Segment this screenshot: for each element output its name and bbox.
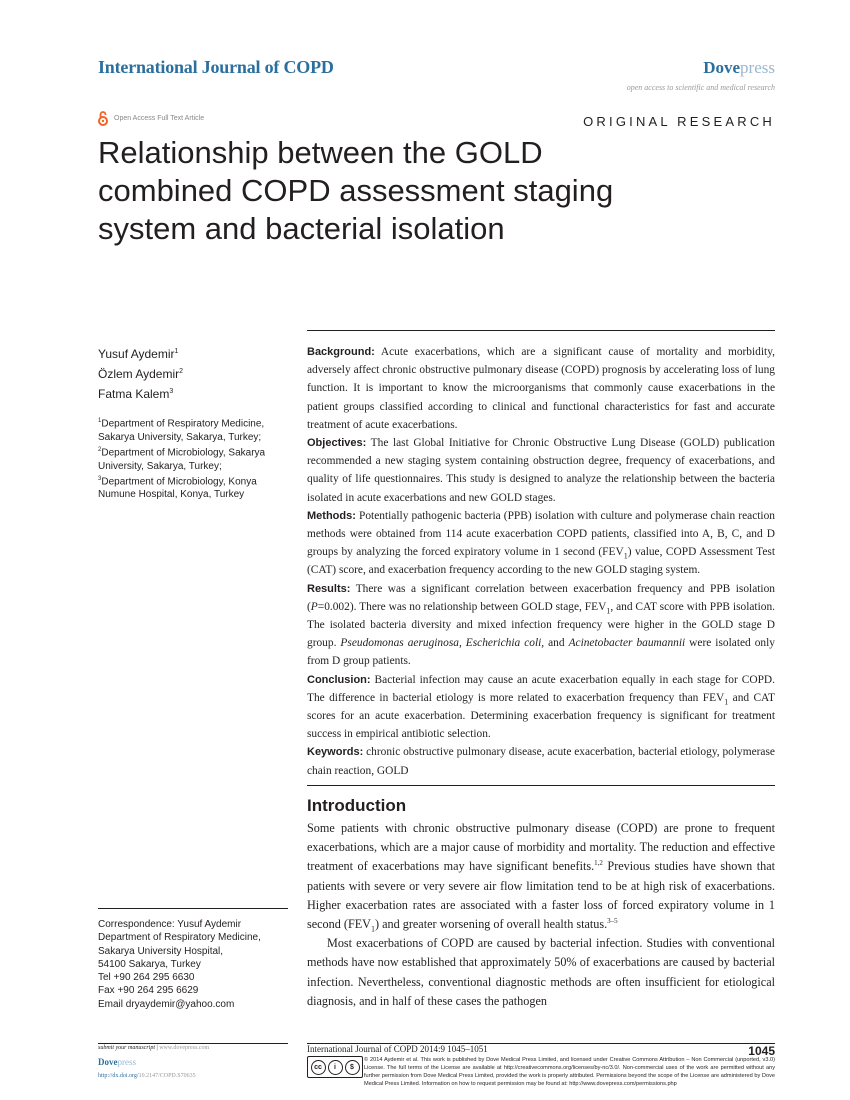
- introduction-rule: [307, 785, 775, 786]
- cc-icon: cc: [311, 1060, 326, 1075]
- article-title: Relationship between the GOLD combined COPD assessment staging system and bacterial isolation: [98, 135, 614, 246]
- dovepress-tagline: open access to scientific and medical research: [626, 83, 775, 92]
- abstract-background: Background: Acute exacerbations, which are a significant cause of mortality and morbidity, adversely affect chronic obstructive pulmonary disease (COPD) prognosis by accelerating loss of lung function. It is important to know the microorganisms that commonly cause exacerbations in the patient groups classified according to clinical and functional characteristics for fast and accurate treatment of acute exacerbations.: [307, 346, 775, 431]
- submit-manuscript-link[interactable]: submit your manuscript | www.dovepress.com: [98, 1045, 210, 1051]
- cc-nc-icon: $: [345, 1060, 360, 1075]
- correspondence-line: Department of Respiratory Medicine,: [98, 932, 261, 944]
- correspondence-label: Correspondence: Yusuf Aydemir: [98, 919, 242, 930]
- journal-name: International Journal of COPD: [98, 57, 334, 77]
- correspondence-email[interactable]: Email dryaydemir@yahoo.com: [98, 998, 235, 1010]
- correspondence-line: Fax +90 264 295 6629: [98, 985, 199, 997]
- correspondence-line: 54100 Sakarya, Turkey: [98, 958, 201, 970]
- author: Fatma Kalem$^3$: [98, 387, 174, 401]
- affiliations: [98, 415, 293, 502]
- abstract-keywords: Keywords: chronic obstructive pulmonary disease, acute exacerbation, bacterial etiology, polymerase chain reaction, GOLD: [307, 746, 775, 777]
- citation: International Journal of COPD 2014:9 1045–1051: [307, 1044, 488, 1054]
- open-access-lock-icon: [98, 111, 108, 126]
- cc-by-icon: i: [328, 1060, 343, 1075]
- page-number: 1045: [748, 1044, 775, 1058]
- introduction-paragraph: Most exacerbations of COPD are caused by bacterial infection. Studies with conventional methods have now established that approximately 50% of exacerbations are caused by bacterial infection. Nevertheless, conventional diagnostic methods are often insufficient for etiological diagnosis, and in half of these cases the pathogen: [307, 936, 775, 1008]
- introduction-body: [307, 819, 775, 1011]
- correspondence-line: Tel +90 264 295 6630: [98, 972, 195, 984]
- affiliation: $^3$Department of Microbiology, Konya Numune Hospital, Konya, Turkey: [98, 475, 257, 501]
- abstract-methods: Methods: Potentially pathogenic bacteria (PPB) isolation with culture and polymerase chain reaction methods were obtained from 114 acute exacerbation COPD patients, classified into A, B, C, and D groups by analyzing the forced expiratory volume in 1 second $(FEV_1)$ value, COPD Assessment Test (CAT) score, and exacerbation frequency according to the new GOLD staging system.: [307, 509, 775, 577]
- author: Özlem Aydemir$^2$: [98, 367, 184, 381]
- abstract: [307, 343, 775, 780]
- creative-commons-badge[interactable]: [307, 1056, 363, 1078]
- correspondence-rule: [98, 908, 288, 909]
- abstract-conclusion: Conclusion: Bacterial infection may cause an acute exacerbation equally in each stage for COPD. The difference in bacterial etiology is more related to exacerbation frequency than $FEV_1$ and CAT scores for an acute exacerbation. Determining exacerbation frequency is significant for treatment success in empirical antibiotic selection.: [307, 673, 775, 741]
- license-text: © 2014 Aydemir et al. This work is published by Dove Medical Press Limited, and licensed under Creative Commons Attribution – Non Commercial (unported, v3.0) License. The full terms of the License are available at http://creativecommons.org/licenses/by-nc/3.0/. Non-commercial uses of the work are permitted without any further permission from Dove Medical Press Limited, provided the work is properly attributed. Permissions beyond the scope of the License are administered by Dove Medical Press Limited. Information on how to request permission may be found at: http://www.dovepress.com/permissions.php: [364, 1057, 775, 1087]
- logo-dove: Dove: [703, 58, 741, 77]
- footer-rule-left: [98, 1043, 288, 1044]
- author: Yusuf Aydemir$^1$: [98, 347, 179, 361]
- introduction-heading: Introduction: [307, 796, 407, 815]
- open-access-badge: [98, 111, 204, 126]
- doi-link[interactable]: http://dx.doi.org/10.2147/COPD.S70635: [98, 1073, 196, 1079]
- footer-dovepress-logo[interactable]: Dovepress: [98, 1057, 136, 1067]
- dovepress-logo[interactable]: [703, 58, 775, 78]
- abstract-objectives: Objectives: The last Global Initiative for Chronic Obstructive Lung Disease (GOLD) publication recommended a new staging system containing obstruction degree, frequency of exacerbations, and quality of life questionnaires. This study is designed to analyze the relationship between the bacteria isolated in acute exacerbations and new GOLD stages.: [307, 437, 775, 504]
- logo-press: press: [740, 58, 775, 77]
- correspondence-line: Sakarya University Hospital,: [98, 945, 224, 957]
- article-type: ORIGINAL RESEARCH: [583, 114, 775, 129]
- introduction-paragraph: Some patients with chronic obstructive pulmonary disease (COPD) are prone to frequent exacerbations, which are a major cause of morbidity and mortality. The reduction and effective treatment of exacerbations may have significant benefits.$^{1,2}$ Previous studies have shown that patients with severe or very severe air flow limitation tend to be at high risk of exacerbations. Higher exacerbation rates are associated with a faster loss of forced expiratory volume in 1 second $(FEV_1)$ and greater worsening of overall health status.$^{3-5}$: [307, 821, 775, 934]
- abstract-results: Results: There was a significant correlation between exacerbation frequency and PPB isolation (P=0.002). There was no relationship between GOLD stage, $FEV_1$, and CAT score with PPB isolation. The isolated bacteria diversity and mixed infection frequency were higher in the GOLD stage D group. Pseudomonas aeruginosa, Escherichia coli, and Acinetobacter baumannii were isolated only from D group patients.: [307, 582, 775, 668]
- correspondence: [98, 918, 293, 1011]
- abstract-top-rule: [307, 330, 775, 331]
- affiliation: $^2$Department of Microbiology, Sakarya University, Sakarya, Turkey;: [98, 446, 266, 472]
- open-access-label: Open Access Full Text Article: [114, 115, 205, 122]
- affiliation: $^1$Department of Respiratory Medicine, Sakarya University, Sakarya, Turkey;: [98, 418, 265, 443]
- authors-block: [98, 343, 293, 502]
